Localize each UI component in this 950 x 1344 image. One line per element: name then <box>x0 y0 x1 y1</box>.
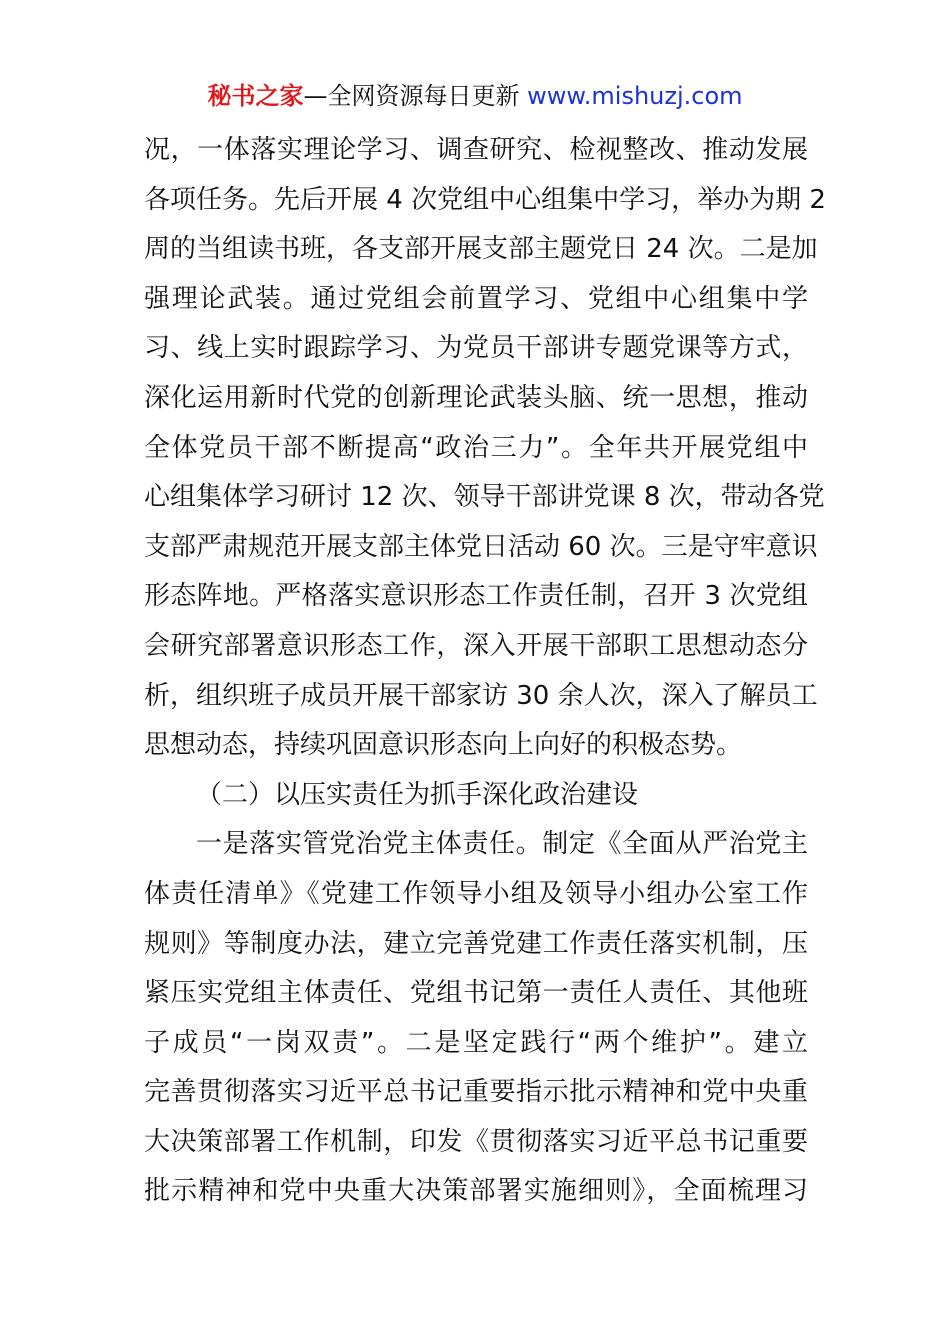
text-line: 周的当组读书班，各支部开展支部主题党日 24 次。二是加 <box>144 234 818 265</box>
text-line: 大决策部署工作机制，印发《贯彻落实习近平总书记重要 <box>144 1126 808 1157</box>
document-body <box>144 126 826 1217</box>
text-line: 强理论武装。通过党组会前置学习、党组中心组集中学 <box>144 283 808 314</box>
page-header <box>0 80 950 112</box>
text-line: 一是落实管党治党主体责任。制定《全面从严治党主 <box>196 829 808 860</box>
text-line: 形态阵地。严格落实意识形态工作责任制，召开 3 次党组 <box>144 581 808 612</box>
site-url[interactable]: www.mishuzj.com <box>527 82 743 110</box>
text-line: 紧压实党组主体责任、党组书记第一责任人责任、其他班 <box>144 978 808 1009</box>
text-line: 规则》等制度办法，建立完善党建工作责任落实机制，压 <box>144 928 808 959</box>
section-heading: （二）以压实责任为抓手深化政治建设 <box>196 779 639 810</box>
header-tagline: —全网资源每日更新 <box>303 82 528 110</box>
text-line: 思想动态，持续巩固意识形态向上向好的积极态势。 <box>144 730 743 761</box>
text-line: 体责任清单》《党建工作领导小组及领导小组办公室工作 <box>144 878 808 909</box>
text-line: 析，组织班子成员开展干部家访 30 余人次，深入了解员工 <box>144 680 818 711</box>
text-line: 会研究部署意识形态工作，深入开展干部职工思想动态分 <box>144 630 808 661</box>
text-line: 批示精神和党中央重大决策部署实施细则》，全面梳理习 <box>144 1176 808 1207</box>
text-line: 况，一体落实理论学习、调查研究、检视整改、推动发展 <box>144 135 808 165</box>
text-line: 深化运用新时代党的创新理论武装头脑、统一思想，推动 <box>144 382 808 413</box>
text-line: 习、线上实时跟踪学习、为党员干部讲专题党课等方式， <box>144 333 808 364</box>
text-line: 心组集体学习研讨 12 次、领导干部讲党课 8 次，带动各党 <box>144 482 825 513</box>
text-line: 完善贯彻落实习近平总书记重要指示批示精神和党中央重 <box>144 1077 808 1108</box>
text-line: 支部严肃规范开展支部主体党日活动 60 次。三是守牢意识 <box>144 531 818 562</box>
brand-name: 秘书之家 <box>207 82 304 110</box>
text-line: 全体党员干部不断提高“政治三力”。全年共开展党组中 <box>144 432 808 463</box>
text-line: 子成员“一岗双责”。二是坚定践行“两个维护”。建立 <box>144 1027 808 1058</box>
text-line: 各项任务。先后开展 4 次党组中心组集中学习，举办为期 2 <box>144 184 826 215</box>
